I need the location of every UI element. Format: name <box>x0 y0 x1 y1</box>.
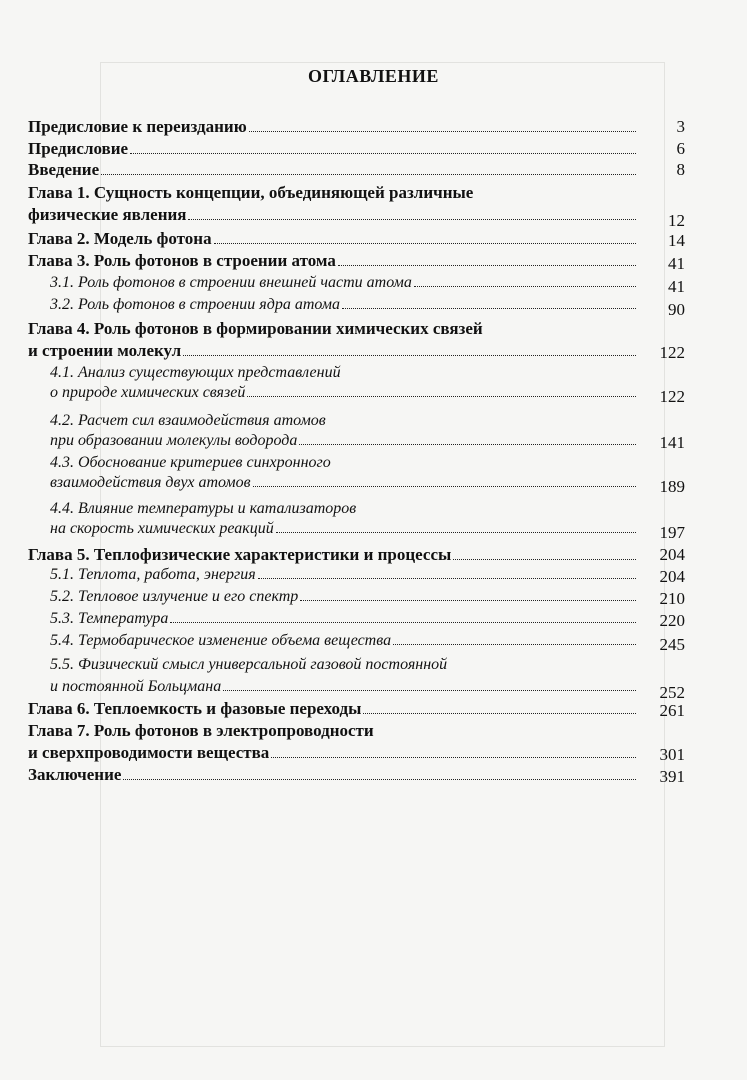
leader-dots <box>247 395 636 397</box>
leader-dots <box>300 599 636 601</box>
leader-dots <box>214 242 636 244</box>
entry-title-line1: 4.1. Анализ существующих представлений <box>50 364 341 381</box>
toc-entry <box>0 382 747 404</box>
entry-title: Глава 2. Модель фотона <box>28 229 212 248</box>
leader-dots <box>453 558 636 560</box>
toc-entry <box>0 742 747 764</box>
entry-page: 90 <box>668 300 685 319</box>
entry-title: Глава 6. Теплоемкость и фазовые переходы <box>28 699 362 718</box>
entry-title: физические явления <box>28 205 187 224</box>
entry-page: 6 <box>676 139 685 158</box>
toc-entry <box>0 586 747 608</box>
leader-dots <box>299 443 636 445</box>
entry-page: 210 <box>659 589 685 608</box>
toc-entry <box>0 472 747 494</box>
toc-entry <box>0 564 747 586</box>
toc-entry-line1 <box>0 498 747 520</box>
leader-dots <box>101 173 636 175</box>
entry-title: и строении молекул <box>28 341 182 360</box>
entry-page: 41 <box>668 254 685 273</box>
entry-page: 391 <box>659 767 685 786</box>
toc-entry <box>0 698 747 720</box>
leader-dots <box>130 152 636 154</box>
leader-dots <box>363 712 636 714</box>
entry-title: и сверхпроводимости вещества <box>28 743 270 762</box>
leader-dots <box>393 643 636 645</box>
leader-dots <box>183 354 636 356</box>
leader-dots <box>253 485 636 487</box>
toc-entry-line1 <box>0 410 747 432</box>
leader-dots <box>188 218 636 220</box>
entry-title-line1: Глава 4. Роль фотонов в формировании химических связей <box>28 319 483 338</box>
entry-page: 14 <box>668 231 685 250</box>
entry-page: 220 <box>659 611 685 630</box>
toc-entry-line1 <box>0 318 747 340</box>
toc-entry <box>0 340 747 362</box>
entry-page: 204 <box>659 567 685 586</box>
toc-entry <box>0 228 747 250</box>
entry-page: 122 <box>659 387 685 406</box>
toc-entry <box>0 764 747 786</box>
entry-page: 189 <box>659 477 685 496</box>
entry-title-line1: Глава 7. Роль фотонов в электропроводности <box>28 721 374 740</box>
leader-dots <box>258 577 636 579</box>
entry-title: 3.1. Роль фотонов в строении внешней части атома <box>50 274 412 291</box>
leader-dots <box>414 285 636 287</box>
entry-title: Глава 5. Теплофизические характеристики и процессы <box>28 545 452 564</box>
toc-entry <box>0 250 747 272</box>
toc-entry <box>0 430 747 452</box>
entry-title-line1: Глава 1. Сущность концепции, объединяющей различные <box>28 183 474 202</box>
toc-entry-line1 <box>0 182 747 204</box>
toc-title: ОГЛАВЛЕНИЕ <box>308 66 439 86</box>
entry-title: о природе химических связей <box>50 384 246 401</box>
entry-title: Предисловие <box>28 139 129 158</box>
entry-title: на скорость химических реакций <box>50 520 274 537</box>
entry-page: 122 <box>659 343 685 362</box>
toc-entry <box>0 272 747 294</box>
toc-entry <box>0 159 747 181</box>
toc-entry-line1 <box>0 362 747 384</box>
leader-dots <box>271 756 636 758</box>
entry-title: Заключение <box>28 765 122 784</box>
entry-page: 301 <box>659 745 685 764</box>
entry-title: Глава 3. Роль фотонов в строении атома <box>28 251 336 270</box>
entry-page: 12 <box>668 211 685 230</box>
leader-dots <box>123 778 636 780</box>
entry-title-line1: 4.3. Обоснование критериев синхронного <box>50 454 331 471</box>
toc-entry <box>0 518 747 540</box>
entry-title: 5.4. Термобарическое изменение объема вещества <box>50 632 392 649</box>
toc-entry-line1 <box>0 720 747 742</box>
toc-entry <box>0 676 747 702</box>
leader-dots <box>338 264 636 266</box>
toc-entry <box>0 608 747 630</box>
entry-title: взаимодействия двух атомов <box>50 474 251 491</box>
toc-entry <box>0 294 747 319</box>
toc-entry <box>0 116 747 138</box>
entry-title: Предисловие к переизданию <box>28 117 247 136</box>
entry-page: 261 <box>659 701 685 720</box>
leader-dots <box>276 531 636 533</box>
entry-title: при образовании молекулы водорода <box>50 432 298 449</box>
entry-title: и постоянной Больцмана <box>50 678 222 695</box>
entry-title: Введение <box>28 160 100 179</box>
leader-dots <box>342 307 636 309</box>
entry-title-line1: 4.4. Влияние температуры и катализаторов <box>50 500 357 517</box>
leader-dots <box>223 689 636 691</box>
toc-entry <box>0 204 747 230</box>
toc-entry <box>0 544 747 566</box>
entry-title-line1: 4.2. Расчет сил взаимодействия атомов <box>50 412 326 429</box>
toc-entry-line1 <box>0 452 747 474</box>
entry-title: 3.2. Роль фотонов в строении ядра атома <box>50 296 340 313</box>
entry-title: 5.3. Температура <box>50 610 169 627</box>
toc-entry <box>0 138 747 160</box>
entry-page: 41 <box>668 277 685 296</box>
entry-title: 5.1. Теплота, работа, энергия <box>50 566 256 583</box>
entry-page: 197 <box>659 523 685 542</box>
entry-title: 5.2. Тепловое излучение и его спектр <box>50 588 299 605</box>
toc-entry <box>0 630 747 652</box>
entry-title-line1: 5.5. Физический смысл универсальной газовой постоянной <box>50 656 448 673</box>
toc-entry-line1 <box>0 654 747 676</box>
entry-page: 204 <box>659 545 685 564</box>
leader-dots <box>170 621 636 623</box>
entry-page: 141 <box>659 433 685 452</box>
entry-page: 252 <box>659 683 685 702</box>
entry-page: 8 <box>676 160 685 179</box>
entry-page: 245 <box>659 635 685 654</box>
leader-dots <box>249 130 636 132</box>
entry-page: 3 <box>676 117 685 136</box>
